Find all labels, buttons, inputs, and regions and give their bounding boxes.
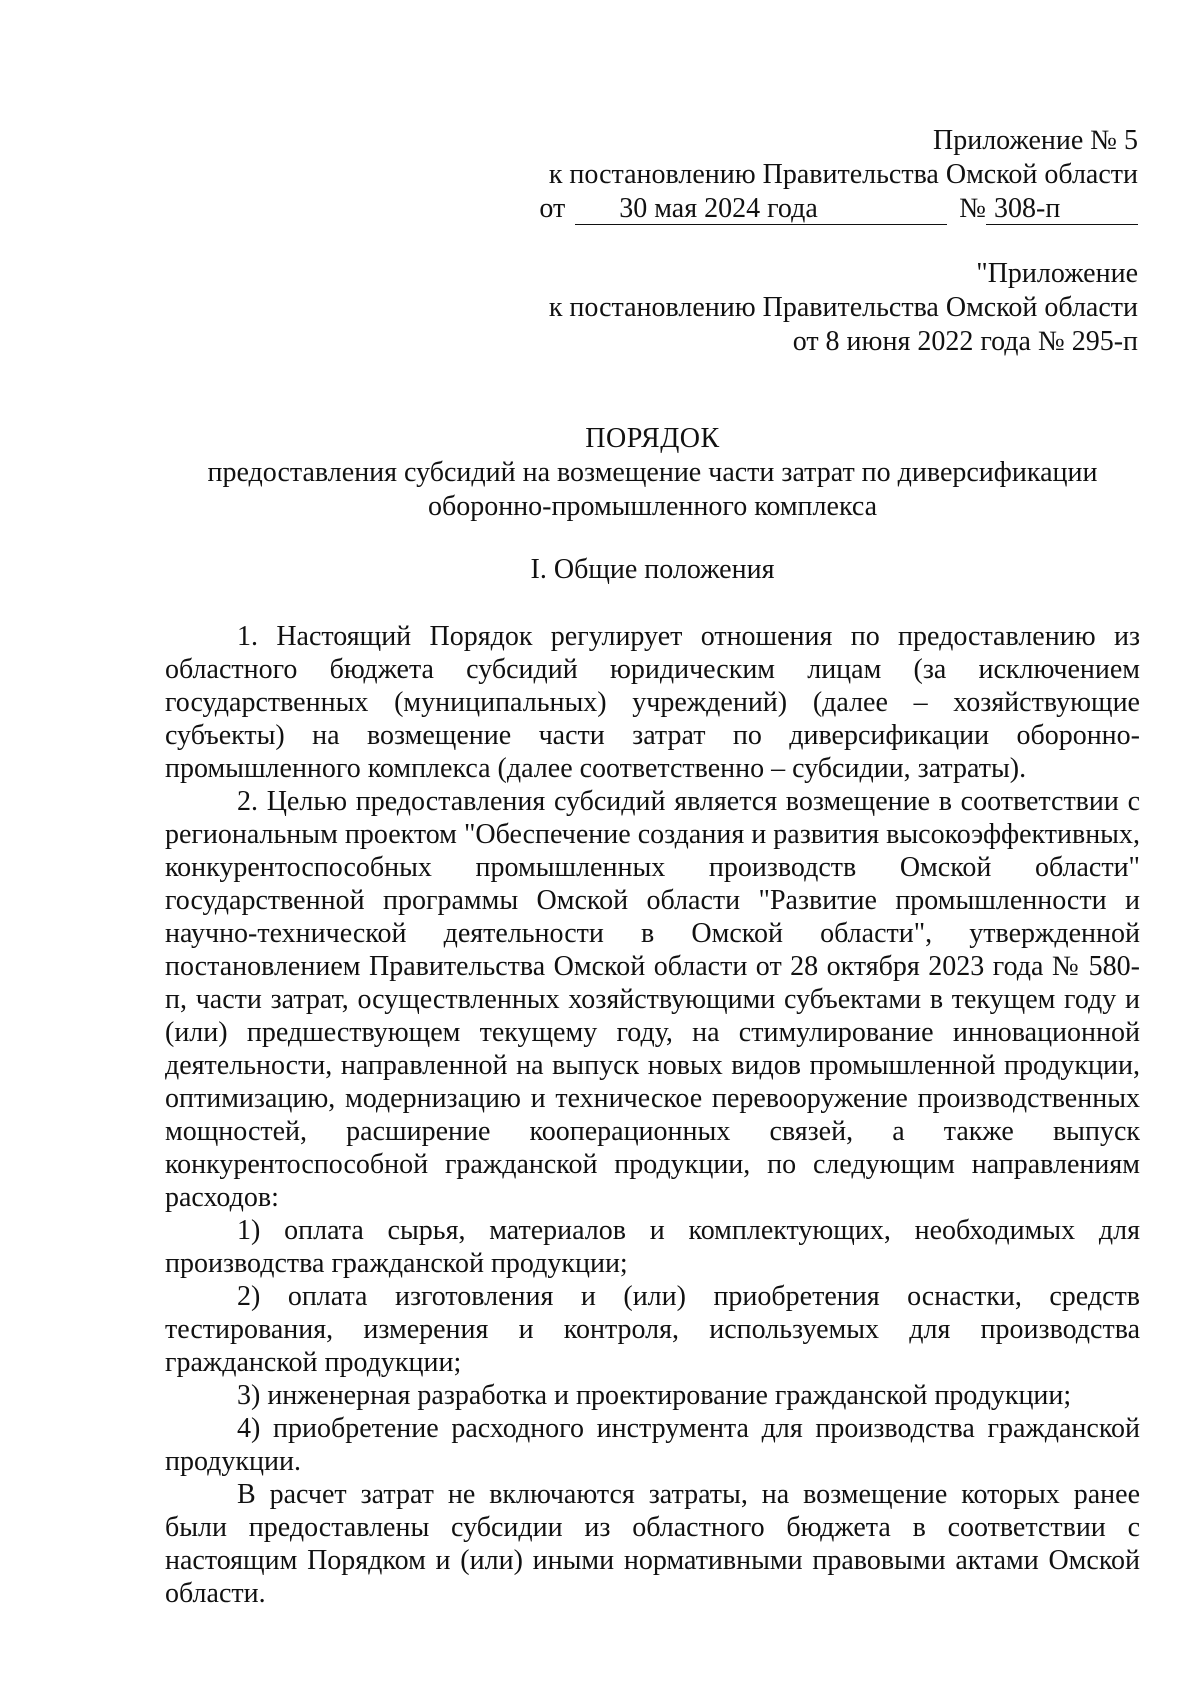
title-subtitle-line1: предоставления субсидий на возмещение части затрат по диверсификации <box>207 457 1098 488</box>
date-value: 30 мая 2024 года <box>575 194 947 225</box>
body-text <box>165 620 1140 1610</box>
original-annex-header <box>518 257 1138 359</box>
list-item-3: 3) инженерная разработка и проектирование гражданской продукции; <box>237 1380 1072 1411</box>
title-subtitle-line2: оборонно-промышленного комплекса <box>427 491 878 522</box>
paragraph-exclusion: В расчет затрат не включаются затраты, на возмещение которых ранее были предоставлены субсидии из областного бюджета в соответствии с настоящим Порядком и (или) иными нормативными правовыми актами Омской области. <box>165 1479 1140 1609</box>
original-date-line: от 8 июня 2022 года № 295-п <box>792 326 1138 357</box>
document-title <box>165 422 1140 524</box>
number-label: № <box>959 193 986 224</box>
original-annex-line: "Приложение <box>976 258 1138 289</box>
list-item-1: 1) оплата сырья, материалов и комплектующих, необходимых для производства гражданской продукции; <box>165 1215 1140 1279</box>
paragraph-1: 1. Настоящий Порядок регулирует отношения по предоставлению из областного бюджета субсидий юридическим лицам (за исключением государственных (муниципальных) учреждений) (далее – хозяйствующие субъекты) на возмещение части затрат по диверсификации оборонно-промышленного комплекса (далее соответственно – субсидии, затраты). <box>165 621 1140 784</box>
date-prefix: от <box>539 193 566 224</box>
number-value: 308-п <box>986 194 1138 225</box>
list-item-4: 4) приобретение расходного инструмента для производства гражданской продукции. <box>165 1413 1140 1477</box>
paragraph-2: 2. Целью предоставления субсидий является возмещение в соответствии с региональным проектом "Обеспечение создания и развития высокоэффективных, конкурентоспособных промышленных производств Омской области" государственной программы Омской области "Развитие промышленности и научно-технической деятельности в Омской области", утвержденной постановлением Правительства Омской области от 28 октября 2023 года № 580-п, части затрат, осуществленных хозяйствующими субъектами в текущем году и (или) предшествующем текущему году, на стимулирование инновационной деятельности, направленной на выпуск новых видов промышленной продукции, оптимизацию, модернизацию и техническое перевооружение производственных мощностей, расширение кооперационных связей, а также выпуск конкурентоспособной гражданской продукции, по следующим направлениям расходов: <box>165 786 1140 1213</box>
section-title: I. Общие положения <box>530 554 775 585</box>
annex-resolution-line: к постановлению Правительства Омской области <box>548 159 1138 190</box>
annex-header <box>538 124 1138 226</box>
list-item-2: 2) оплата изготовления и (или) приобретения оснастки, средств тестирования, измерения и контроля, используемых для производства гражданской продукции; <box>165 1281 1140 1378</box>
original-resolution-line: к постановлению Правительства Омской области <box>548 292 1138 323</box>
annex-date-line <box>538 192 1138 226</box>
annex-number-line: Приложение № 5 <box>933 125 1138 156</box>
title-heading: ПОРЯДОК <box>585 423 720 454</box>
